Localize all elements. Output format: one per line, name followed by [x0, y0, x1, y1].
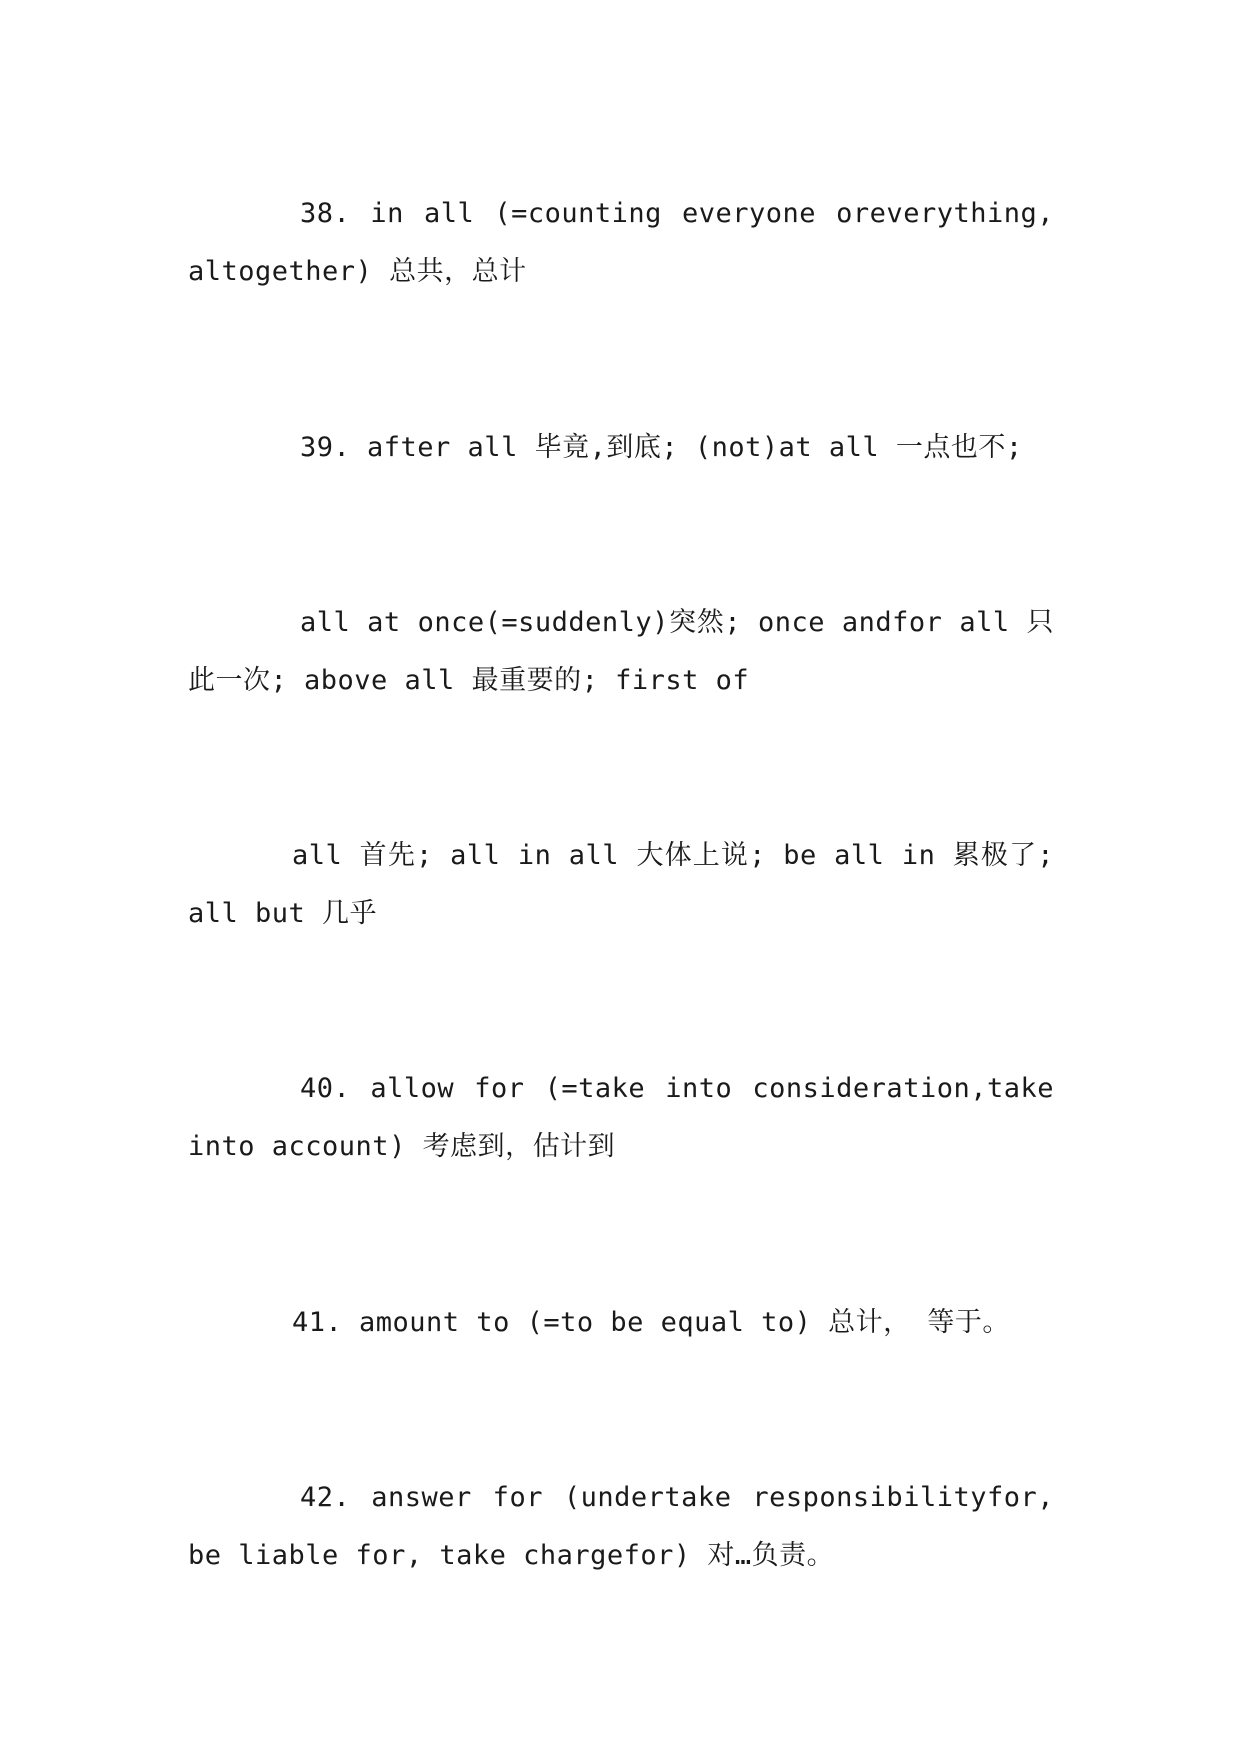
- paragraph-42: 42. answer for (undertake responsibilityfor, be liable for, take chargefor) 对…负责。: [188, 1482, 1054, 1571]
- paragraph-41: 41. amount to (=to be equal to) 总计， 等于。: [292, 1307, 1010, 1338]
- paragraph-38: 38. in all (=counting everyone oreverything, altogether) 总共，总计: [188, 198, 1054, 287]
- paragraph-39-continued-2: all 首先; all in all 大体上说; be all in 累极了; all but 几乎: [188, 840, 1054, 929]
- paragraph-39-continued: all at once(=suddenly)突然; once andfor all 只此一次; above all 最重要的; first of: [188, 607, 1054, 696]
- paragraph-40: 40. allow for (=take into consideration,take into account) 考虑到，估计到: [188, 1073, 1054, 1162]
- paragraph-39: 39. after all 毕竟,到底; (not)at all 一点也不;: [300, 432, 1023, 463]
